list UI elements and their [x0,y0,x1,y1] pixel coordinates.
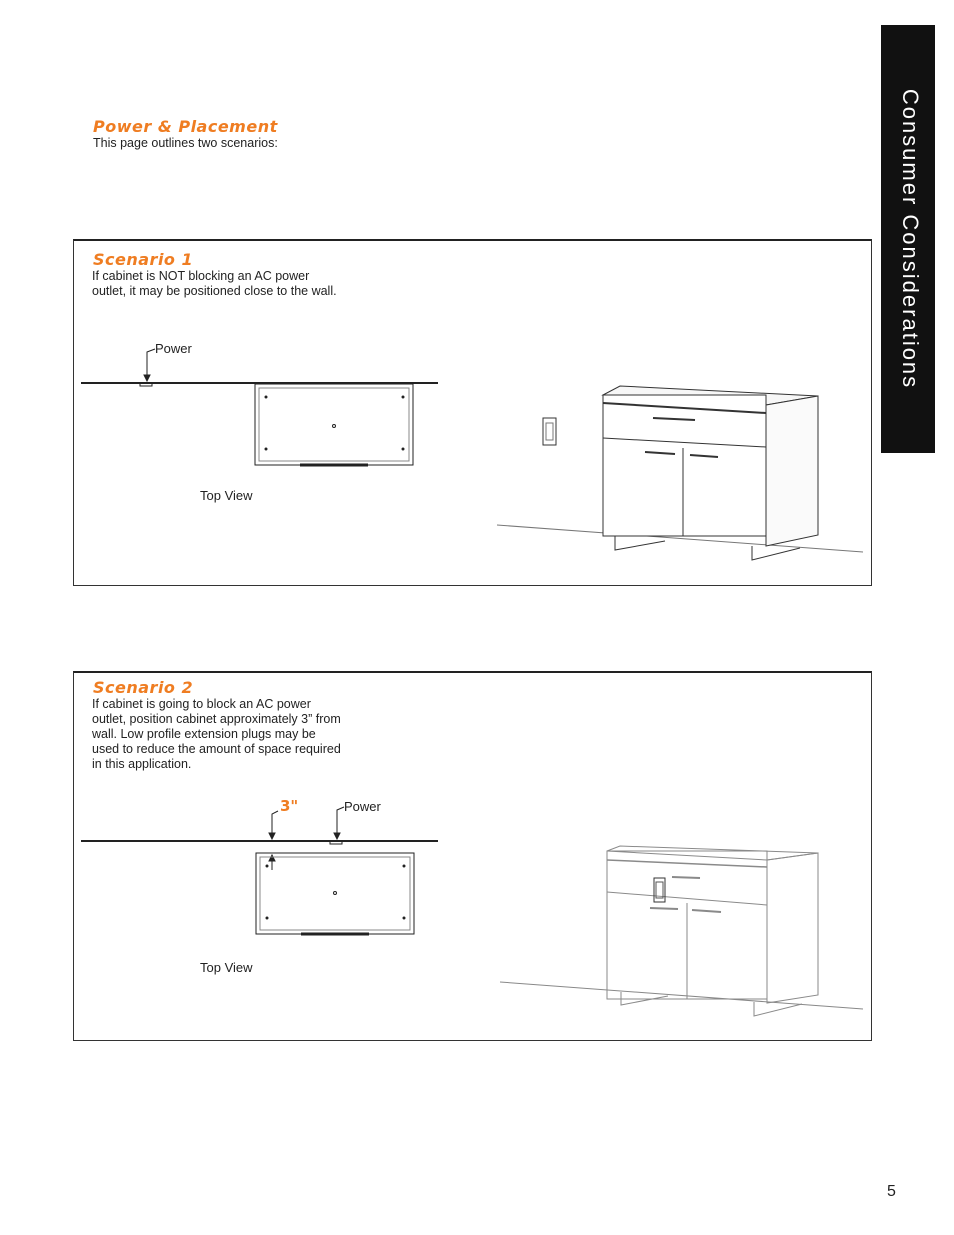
scenario-1-power-label: Power [155,341,192,356]
scenario-2-text-line: If cabinet is going to block an AC power [92,697,311,711]
scenario-2-title: Scenario 2 [93,678,194,697]
page-title: Power & Placement [93,117,278,136]
scenario-1-title: Scenario 1 [93,250,194,269]
section-tab-title: Consumer Considerations [898,88,923,390]
scenario-2-text-line: used to reduce the amount of space required [92,742,341,756]
scenario-2-top-view-label: Top View [200,960,253,975]
cabinet-top [607,846,818,860]
scenario-2-text-line: in this application. [92,757,192,771]
drawer-handle [672,877,700,878]
door-handle-right [692,910,721,912]
scenario-2-text-line: outlet, position cabinet approximately 3” from [92,712,341,726]
distance-label: 3" [280,797,299,815]
scenario-1-text-line: If cabinet is NOT blocking an AC power [92,269,310,283]
scenario-1-top-view-label: Top View [200,488,253,503]
scenario-2-text-line: wall. Low profile extension plugs may be [92,727,316,741]
page-number: 5 [887,1183,896,1200]
scenario-2-power-label: Power [344,799,381,814]
scenario-1-text-line: outlet, it may be positioned close to the wall. [92,284,337,298]
door-handle-left [650,908,678,909]
intro-text: This page outlines two scenarios: [93,136,278,150]
cabinet-side [767,853,818,1003]
floor-line [500,982,863,1009]
